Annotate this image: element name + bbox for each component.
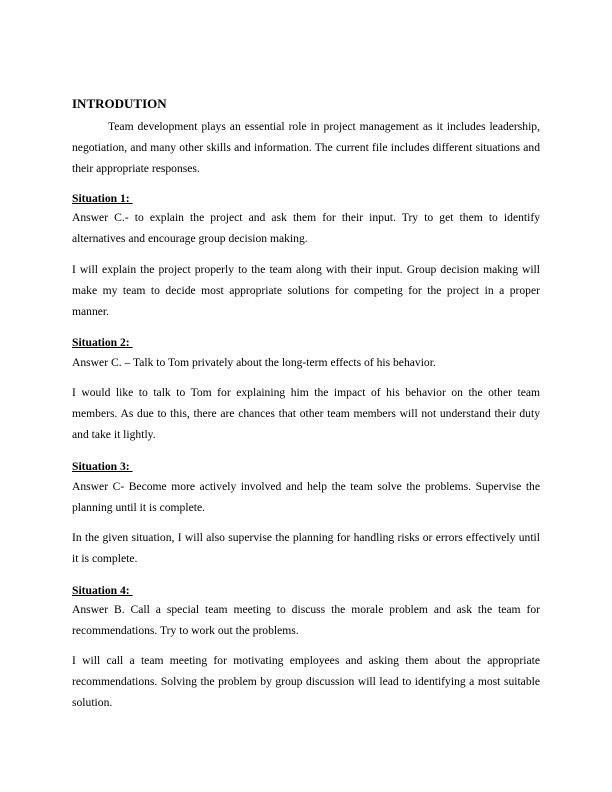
situation-4-answer: Answer B. Call a special team meeting to discuss the morale problem and ask the team for recommendations. Try to work out the problems. (72, 603, 540, 637)
situation-1-title: Situation 1: (72, 192, 133, 205)
section-heading: INTRODUTION (72, 96, 167, 111)
situation-1-answer: Answer C.- to explain the project and ask them for their input. Try to get them to identify alternatives and encourage group decision making. (72, 211, 540, 245)
situation-4-response: I will call a team meeting for motivating employees and asking them about the appropriate recommendations. Solving the problem by group discussion will lead to identifying a most suitable solution. (72, 654, 540, 709)
situation-3-answer: Answer C- Become more actively involved and help the team solve the problems. Supervise the planning until it is complete. (72, 480, 540, 514)
situation-2-response: I would like to talk to Tom for explaining him the impact of his behavior on the other team members. As due to this, there are chances that other team members will not understand their duty and take it lightly. (72, 386, 540, 441)
situation-3-title: Situation 3: (72, 460, 133, 473)
situation-4-title: Situation 4: (72, 584, 133, 597)
situation-3-response: In the given situation, I will also supervise the planning for handling risks or errors effectively until it is complete. (72, 531, 540, 565)
situation-1-response: I will explain the project properly to the team along with their input. Group decision making will make my team to decide most appropriate solutions for competing for the project in a proper manner. (72, 263, 540, 318)
situation-2-answer: Answer C. – Talk to Tom privately about the long-term effects of his behavior. (72, 356, 436, 369)
intro-paragraph: Team development plays an essential role in project management as it includes leadership, negotiation, and many other skills and information. The current file includes different situations and their appropriate responses. (72, 120, 540, 175)
situation-2-title: Situation 2: (72, 336, 133, 349)
